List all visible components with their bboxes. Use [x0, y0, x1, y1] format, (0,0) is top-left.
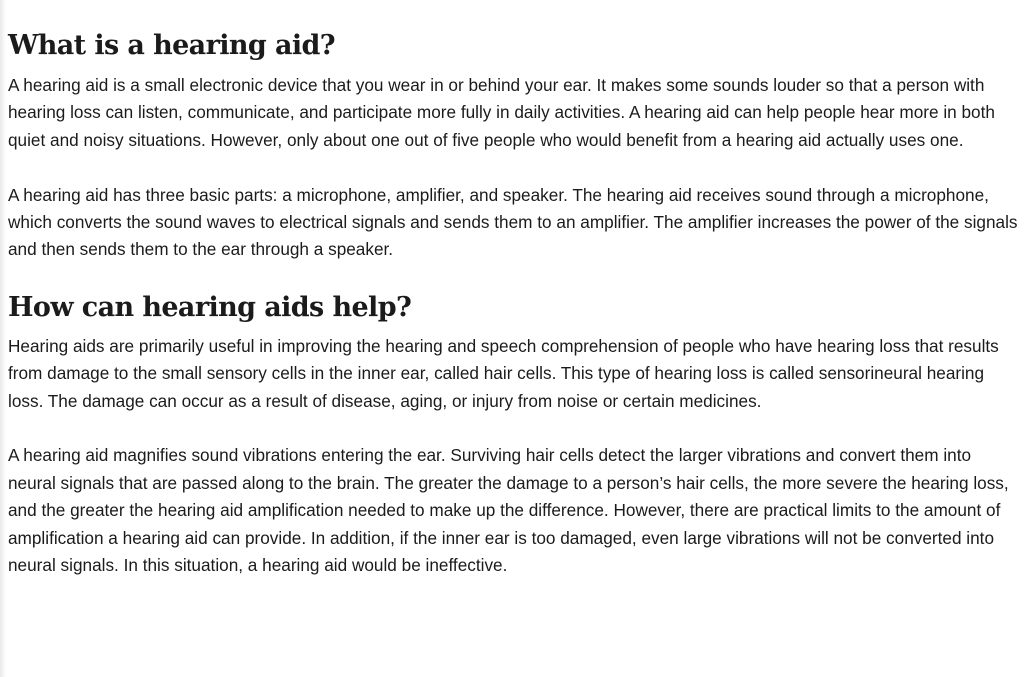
section-heading-how-can-hearing-aids-help: How can hearing aids help?	[8, 291, 412, 323]
section-heading-what-is-a-hearing-aid: What is a hearing aid?	[8, 30, 336, 61]
paragraph-hearing-aid-definition: A hearing aid is a small electronic device that you wear in or behind your ear. It makes some sounds louder so that a person with hearing loss can listen, communicate, and participate more fully in daily activities. A hearing aid can help people hear more in both quiet and noisy situations. However, only about one out of five people who would benefit from a hearing aid actually uses one.	[8, 75, 995, 150]
paragraph-hearing-aid-parts: A hearing aid has three basic parts: a microphone, amplifier, and speaker. The hearing aid receives sound through a microphone, which converts the sound waves to electrical signals and sends them to an amplifier. The amplifier increases the power of the signals and then sends them to the ear through a speaker.	[8, 184, 1018, 260]
paragraph-hearing-aid-amplification: A hearing aid magnifies sound vibrations entering the ear. Surviving hair cells detect the larger vibrations and convert them into neural signals that are passed along to the brain. The greater the damage to a person’s hair cells, the more severe the hearing loss, and the greater the hearing aid amplification needed to make up the difference. However, there are practical limits to the amount of amplification a hearing aid can provide. In addition, if the inner ear is too damaged, even large vibrations will not be converted into neural signals. In this situation, a hearing aid would be ineffective.	[8, 445, 1009, 576]
page-edge-shadow	[0, 0, 6, 677]
paragraph-hearing-aid-usefulness: Hearing aids are primarily useful in improving the hearing and speech comprehension of people who have hearing loss that results from damage to the small sensory cells in the inner ear, called hair cells. This type of hearing loss is called sensorineural hearing loss. The damage can occur as a result of disease, aging, or injury from noise or certain medicines.	[8, 335, 999, 411]
article-content	[8, 0, 1020, 579]
